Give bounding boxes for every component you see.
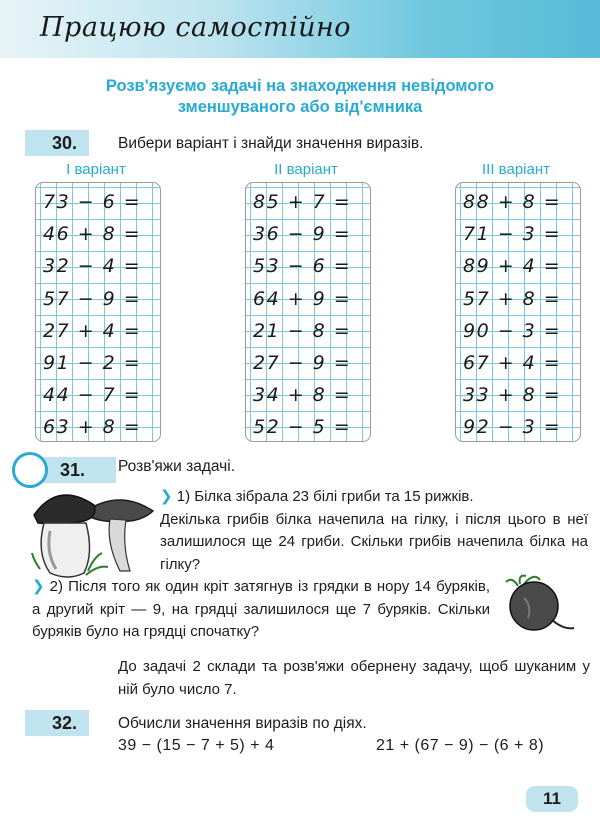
task-32-number: 32. [25, 710, 89, 736]
expression: 73 − 6 = [43, 191, 142, 213]
task-31-badge [12, 452, 116, 486]
problem-2 [32, 576, 490, 644]
expression: 34 + 8 = [253, 384, 352, 407]
problem-1-line2: Декілька грибів білка начепила на гілку, і після цього в неї залишилося ще 24 гриби. Скільки грибів начепила білка на гілку? [160, 510, 588, 573]
task-32-instruction: Обчисли значення виразів по діях. [118, 715, 367, 732]
problem-1-line1 [160, 486, 588, 509]
expression: 91 − 2 = [43, 351, 142, 374]
section-subtitle [0, 76, 600, 118]
variant-3-card [455, 182, 581, 442]
expression: 46 + 8 = [43, 223, 142, 246]
expression: 27 − 9 = [253, 351, 352, 374]
task-32-expression-1: 39 − (15 − 7 + 5) + 4 [118, 737, 275, 754]
problem-1 [160, 486, 588, 576]
inverse-task: До задачі 2 склади та розв'яжи обернену задачу, щоб шуканим у ній було число 7. [118, 658, 590, 698]
expression: 33 + 8 = [463, 384, 562, 407]
variant-3-label: III варіант [482, 161, 550, 178]
expression: 92 − 3 = [463, 416, 562, 439]
expression: 36 − 9 = [253, 223, 352, 246]
expression: 88 + 8 = [463, 191, 562, 213]
variant-2-card [245, 182, 371, 442]
section-subtitle-line2: зменшуваного або від'ємника [177, 98, 423, 116]
expression: 57 − 9 = [43, 287, 142, 310]
expression: 63 + 8 = [43, 416, 142, 439]
expression: 27 + 4 = [43, 319, 142, 342]
expression: 52 − 5 = [253, 416, 352, 439]
variant-1-card [35, 182, 161, 442]
expression: 44 − 7 = [43, 384, 142, 407]
task-32-expression-2: 21 + (67 − 9) − (6 + 8) [376, 737, 545, 754]
expression: 64 + 9 = [253, 287, 352, 310]
mushroom-illustration [28, 483, 158, 583]
variant-1-label: I варіант [66, 161, 126, 178]
expression: 85 + 7 = [253, 191, 352, 213]
header-banner [0, 0, 600, 58]
problem-1-text-a: 1) Білка зібрала 23 білі гриби та 15 рижків. [176, 488, 474, 505]
task-31-number: 31. [60, 460, 86, 480]
expression: 90 − 3 = [463, 319, 562, 342]
arrow-right-icon: ❯ [32, 578, 45, 595]
task-30-instruction: Вибери варіант і знайди значення виразів. [118, 135, 424, 152]
arrow-right-icon: ❯ [160, 488, 173, 505]
expression: 57 + 8 = [463, 287, 562, 310]
section-subtitle-line1: Розв'язуємо задачі на знаходження невідомого [105, 77, 495, 95]
beet-illustration [500, 572, 580, 642]
task-31-instruction: Розв'яжи задачі. [118, 458, 236, 475]
page-title: Працюю самостійно [40, 12, 352, 43]
expression: 71 − 3 = [463, 223, 562, 246]
expression: 67 + 4 = [463, 351, 562, 374]
variant-2-label: II варіант [274, 161, 338, 178]
expression: 89 + 4 = [463, 255, 562, 278]
expression: 53 − 6 = [253, 255, 352, 278]
expression: 32 − 4 = [43, 255, 142, 278]
expression: 21 − 8 = [253, 319, 352, 342]
task-30-number: 30. [25, 130, 89, 156]
problem-2-text: 2) Після того як один кріт затягнув із грядки в нору 14 буряків, а другий кріт — 9, на грядці залишилося ще 7 буряків. Скільки буряків було на грядці спочатку? [32, 578, 490, 640]
page-number: 11 [526, 786, 578, 812]
